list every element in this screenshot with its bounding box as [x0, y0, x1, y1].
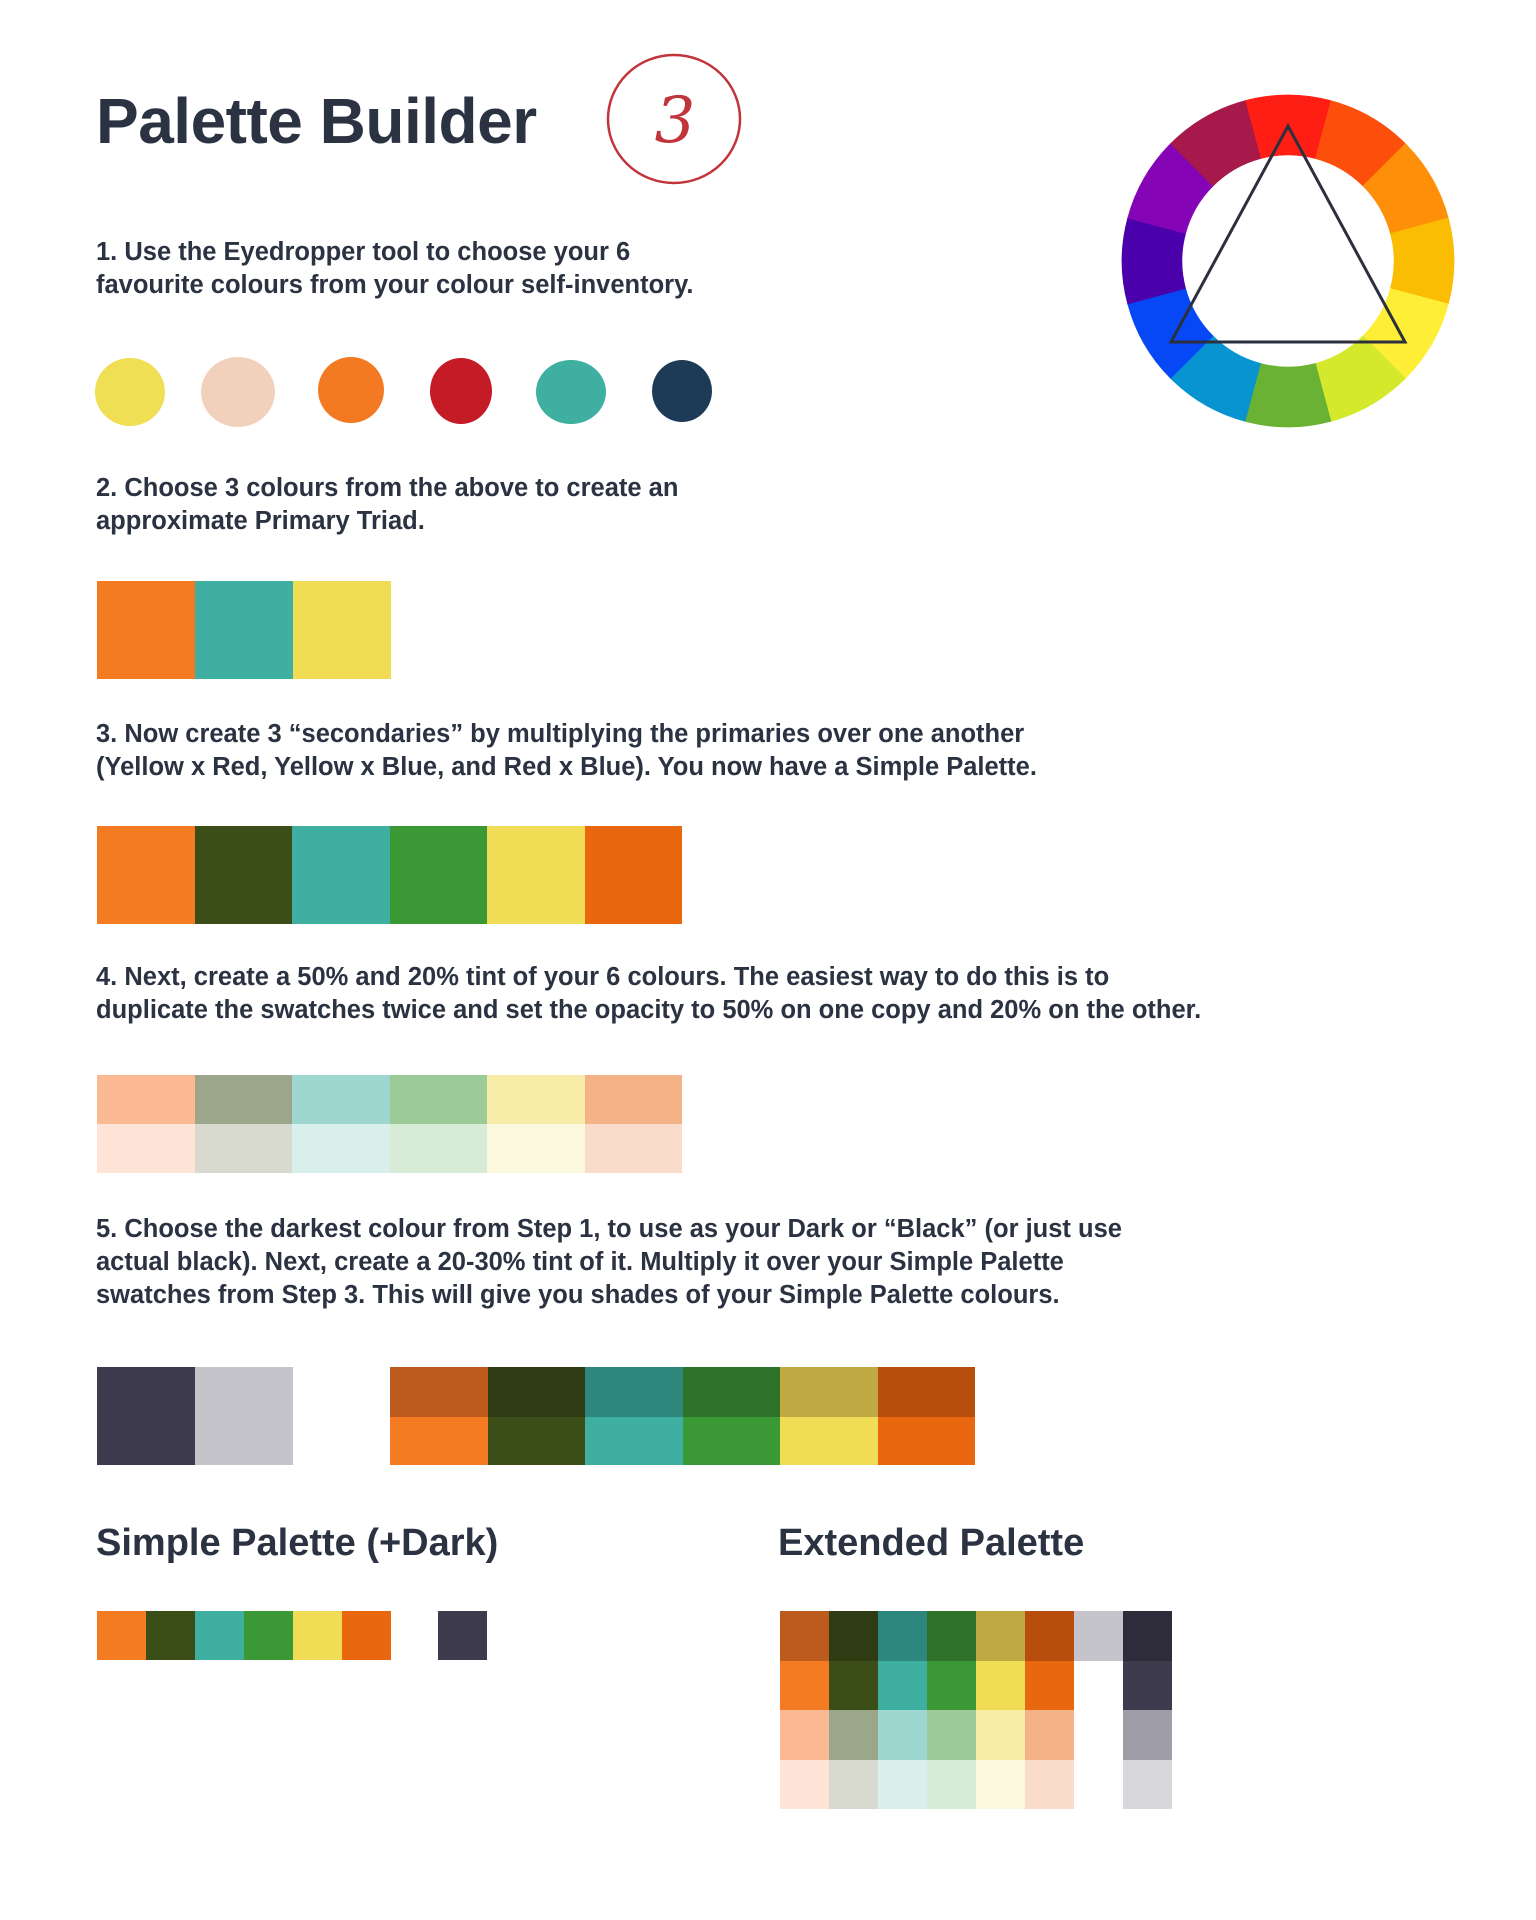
extended-swatch-r3-c2 — [829, 1710, 878, 1760]
shade-base-swatch-4 — [683, 1417, 781, 1465]
extended-swatch-r2-c5 — [976, 1661, 1025, 1711]
step-5-line-2: actual black). Next, create a 20-30% tint of it. Multiply it over your Simple Palette — [96, 1248, 1064, 1276]
colour-wheel — [1120, 93, 1456, 429]
extended-swatch-r1-c6 — [1025, 1611, 1074, 1661]
tint-50-swatch-3 — [292, 1075, 390, 1124]
step-4-line-2: duplicate the swatches twice and set the opacity to 50% on one copy and 20% on the other. — [96, 996, 1202, 1024]
primary-triad-swatches — [97, 581, 391, 679]
step-3-line-2: (Yellow x Red, Yellow x Blue, and Red x Blue). You now have a Simple Palette. — [96, 753, 1037, 781]
step-3-line-1: 3. Now create 3 “secondaries” by multiplying the primaries over one another — [96, 720, 1025, 748]
extended-swatch-r1-c4 — [927, 1611, 976, 1661]
extended-swatch-r3-c5 — [976, 1710, 1025, 1760]
tint-20-swatch-4 — [390, 1124, 488, 1173]
shade-swatch-4 — [683, 1367, 781, 1417]
extended-swatch-r2-c2 — [829, 1661, 878, 1711]
extended-swatch-r1-c2 — [829, 1611, 878, 1661]
simple-swatch-5 — [487, 826, 585, 924]
final-simple-swatch-4 — [244, 1611, 293, 1660]
extended-swatch-r2-c3 — [878, 1661, 927, 1711]
tint-50-swatch-2 — [195, 1075, 293, 1124]
extended-swatch-r3-c6 — [1025, 1710, 1074, 1760]
dark-swatch-1 — [97, 1367, 195, 1465]
tint-20-swatch-2 — [195, 1124, 293, 1173]
final-dark-swatch — [438, 1611, 487, 1660]
final-simple-palette — [97, 1611, 391, 1660]
simple-palette-title: Simple Palette (+Dark) — [96, 1522, 499, 1564]
triad-swatch-2 — [195, 581, 293, 679]
shade-row — [390, 1367, 975, 1417]
tint-50-swatch-5 — [487, 1075, 585, 1124]
extended-swatch-r3-c3 — [878, 1710, 927, 1760]
shade-swatch-3 — [585, 1367, 683, 1417]
tint-20-swatch-6 — [585, 1124, 683, 1173]
shade-base-swatch-3 — [585, 1417, 683, 1465]
final-simple-swatch-1 — [97, 1611, 146, 1660]
grade-circle-mark — [605, 50, 743, 188]
simple-swatch-4 — [390, 826, 488, 924]
favourite-colour-yellow — [95, 358, 165, 426]
shade-swatch-2 — [488, 1367, 586, 1417]
extended-swatch-r1-c3 — [878, 1611, 927, 1661]
extended-swatch-r3-c4 — [927, 1710, 976, 1760]
step-3-text — [96, 718, 1037, 784]
triad-swatch-1 — [97, 581, 195, 679]
dark-colour-swatches — [97, 1367, 293, 1465]
extended-swatch-r4-c6 — [1025, 1760, 1074, 1810]
step-5-line-3: swatches from Step 3. This will give you shades of your Simple Palette colours. — [96, 1281, 1060, 1309]
final-simple-swatch-5 — [293, 1611, 342, 1660]
step-1-line-2: favourite colours from your colour self-inventory. — [96, 271, 694, 299]
extended-swatch-r2-c1 — [780, 1661, 829, 1711]
page-title: Palette Builder — [96, 85, 537, 157]
step-5-line-1: 5. Choose the darkest colour from Step 1, to use as your Dark or “Black” (or just use — [96, 1215, 1122, 1243]
triad-swatch-3 — [293, 581, 391, 679]
simple-swatch-2 — [195, 826, 293, 924]
simple-swatch-3 — [292, 826, 390, 924]
simple-palette-swatches — [97, 826, 682, 924]
final-simple-swatch-3 — [195, 1611, 244, 1660]
step-4-text — [96, 961, 1201, 1027]
extended-swatch-light-grey — [1074, 1611, 1123, 1661]
favourite-colour-peach — [201, 357, 275, 427]
extended-dark-swatch-4 — [1123, 1760, 1172, 1810]
extended-dark-swatch-2 — [1123, 1661, 1172, 1711]
tint-50-swatch-4 — [390, 1075, 488, 1124]
extended-swatch-r1-c5 — [976, 1611, 1025, 1661]
grade-number: 3 — [654, 84, 696, 158]
colour-wheel-segments — [1122, 95, 1454, 427]
step-5-text — [96, 1213, 1122, 1312]
favourite-colour-orange — [318, 357, 384, 423]
final-simple-swatch-2 — [146, 1611, 195, 1660]
simple-swatch-6 — [585, 826, 683, 924]
step-1-text — [96, 236, 693, 302]
extended-palette-title: Extended Palette — [778, 1522, 1085, 1564]
tint-20-row — [97, 1124, 682, 1173]
step-2-line-1: 2. Choose 3 colours from the above to create an — [96, 474, 679, 502]
shade-base-row — [390, 1417, 975, 1465]
extended-swatch-r4-c4 — [927, 1760, 976, 1810]
tint-20-swatch-3 — [292, 1124, 390, 1173]
tint-50-swatch-6 — [585, 1075, 683, 1124]
step-4-line-1: 4. Next, create a 50% and 20% tint of your 6 colours. The easiest way to do this is to — [96, 963, 1110, 991]
extended-swatch-r3-c1 — [780, 1710, 829, 1760]
shade-swatch-1 — [390, 1367, 488, 1417]
shade-base-swatch-6 — [878, 1417, 976, 1465]
tint-swatches — [97, 1075, 682, 1173]
extended-swatch-r2-c4 — [927, 1661, 976, 1711]
final-simple-swatch-6 — [342, 1611, 391, 1660]
extended-swatch-r2-c6 — [1025, 1661, 1074, 1711]
extended-swatch-r4-c3 — [878, 1760, 927, 1810]
shade-base-swatch-2 — [488, 1417, 586, 1465]
shade-base-swatch-5 — [780, 1417, 878, 1465]
extended-swatch-r1-c1 — [780, 1611, 829, 1661]
favourite-colour-red — [430, 358, 492, 424]
extended-dark-swatch-3 — [1123, 1710, 1172, 1760]
favourite-colour-teal — [536, 360, 606, 424]
shade-swatch-6 — [878, 1367, 976, 1417]
extended-swatch-r4-c5 — [976, 1760, 1025, 1810]
step-2-text — [96, 472, 678, 538]
simple-swatch-1 — [97, 826, 195, 924]
tint-50-row — [97, 1075, 682, 1124]
favourite-colours-row — [90, 352, 730, 432]
shade-swatches — [390, 1367, 975, 1465]
step-1-line-1: 1. Use the Eyedropper tool to choose your 6 — [96, 238, 631, 266]
step-2-line-2: approximate Primary Triad. — [96, 507, 425, 535]
extended-swatch-r4-c1 — [780, 1760, 829, 1810]
tint-20-swatch-5 — [487, 1124, 585, 1173]
extended-dark-swatch-1 — [1123, 1611, 1172, 1661]
tint-20-swatch-1 — [97, 1124, 195, 1173]
extended-swatch-r4-c2 — [829, 1760, 878, 1810]
dark-swatch-2 — [195, 1367, 293, 1465]
favourite-colour-navy — [652, 360, 712, 422]
extended-palette-grid — [780, 1611, 1170, 1809]
tint-50-swatch-1 — [97, 1075, 195, 1124]
shade-base-swatch-1 — [390, 1417, 488, 1465]
shade-swatch-5 — [780, 1367, 878, 1417]
